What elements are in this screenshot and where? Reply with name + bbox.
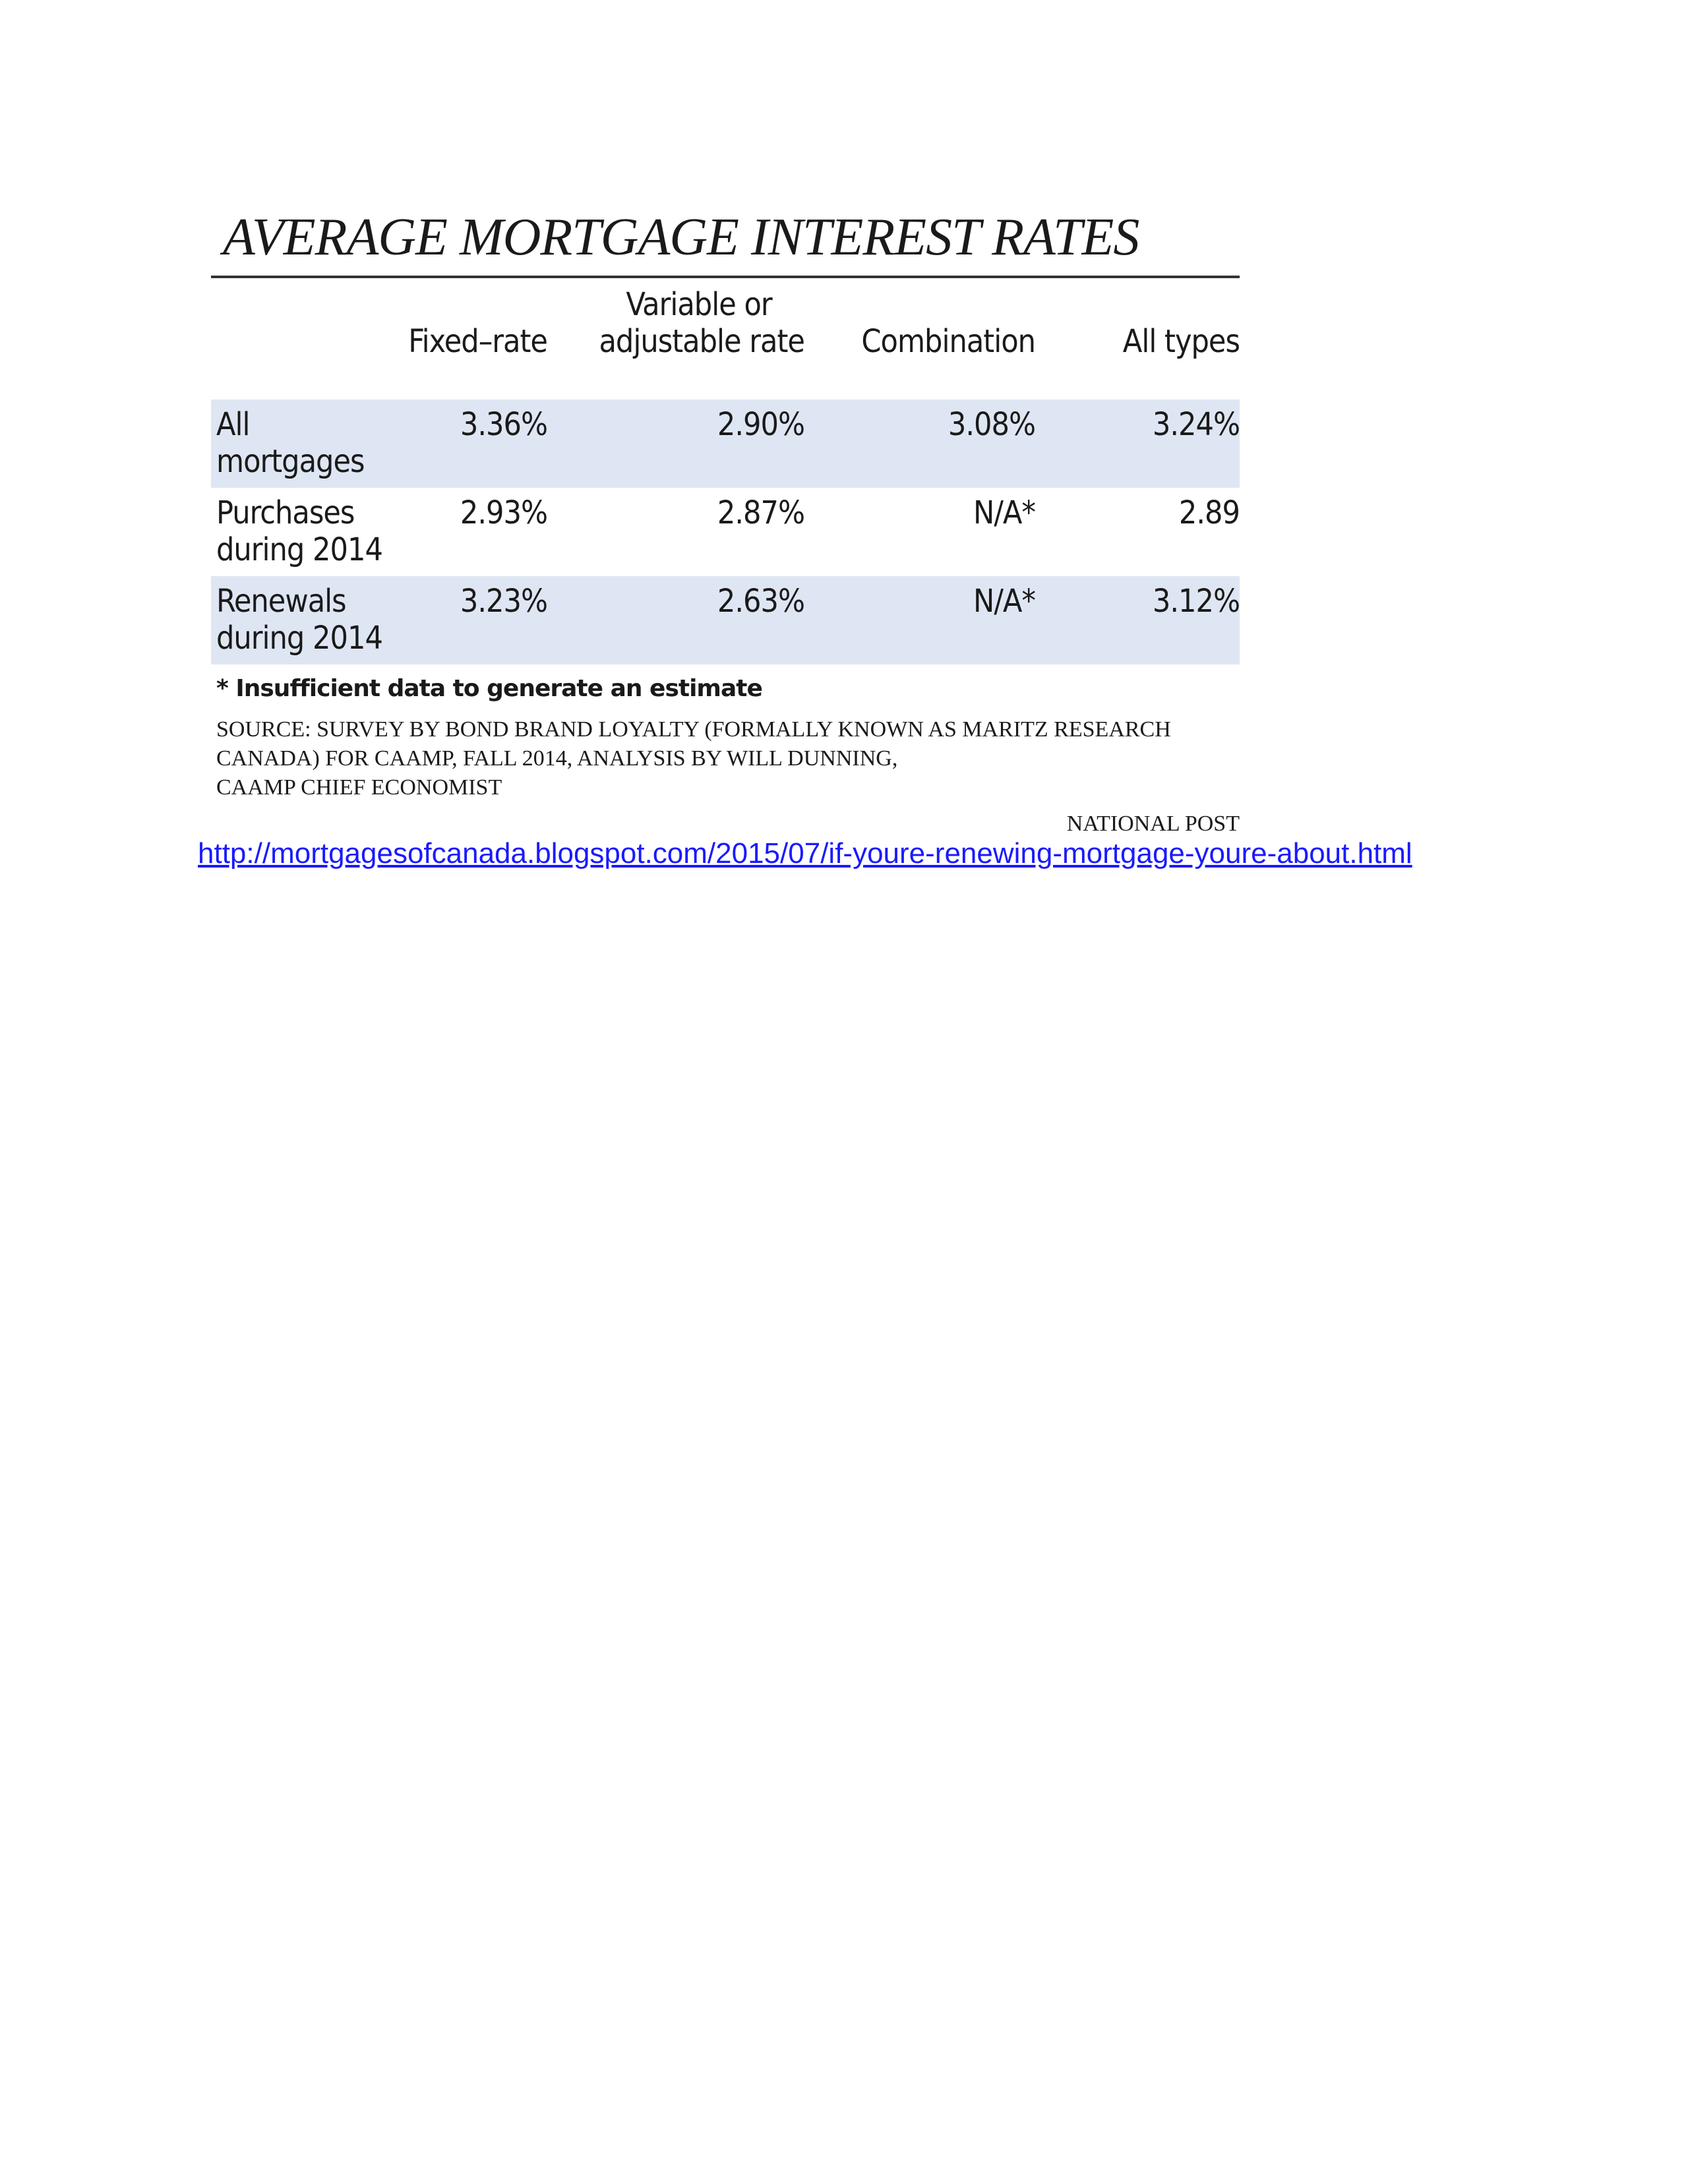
header-all-types: All types — [1122, 323, 1240, 360]
table-footnote: * Insufficient data to generate an estimate — [216, 675, 762, 702]
cell-variable: 2.87% — [717, 494, 804, 531]
publisher-credit: NATIONAL POST — [1066, 812, 1240, 836]
cell-combination: 3.08% — [948, 406, 1035, 443]
row-label — [211, 576, 402, 664]
cell-all-types: 2.89 — [1178, 494, 1240, 531]
header-fixed-rate: Fixed–rate — [408, 323, 547, 360]
rates-graphic — [211, 208, 1240, 837]
row-label-line1: Purchases — [216, 494, 355, 531]
source-link[interactable]: http://mortgagesofcanada.blogspot.com/2015/07/if-youre-renewing-mortgage-youre-about.html — [198, 837, 1412, 870]
cell-all-types: 3.24% — [1152, 406, 1240, 443]
table-row — [211, 399, 1240, 488]
cell-fixed: 3.36% — [460, 406, 547, 443]
row-label-line1: All mortgages — [216, 406, 365, 480]
row-label — [211, 488, 402, 576]
cell-fixed: 3.23% — [460, 583, 547, 620]
cell-combination: N/A* — [973, 494, 1035, 531]
cell-variable: 2.63% — [717, 583, 804, 620]
source-note — [216, 715, 1240, 802]
source-line1: SOURCE: SURVEY BY BOND BRAND LOYALTY (FORMALLY KNOWN AS MARITZ RESEARCH — [216, 717, 1171, 742]
header-variable-line2: adjustable rate — [599, 323, 804, 360]
row-label — [211, 399, 402, 488]
source-line2: CANADA) FOR CAAMP, FALL 2014, ANALYSIS BY WILL DUNNING, — [216, 746, 898, 771]
header-combination: Combination — [861, 323, 1035, 360]
table-row — [211, 576, 1240, 664]
header-variable-line1: Variable or — [626, 286, 772, 323]
cell-fixed: 2.93% — [460, 494, 547, 531]
row-label-line2: during 2014 — [216, 531, 382, 568]
row-label-line2: during 2014 — [216, 620, 382, 657]
row-label-line1: Renewals — [216, 583, 346, 620]
rates-table — [211, 278, 1240, 664]
table-row — [211, 488, 1240, 576]
cell-combination: N/A* — [973, 583, 1035, 620]
header-variable-rate — [547, 278, 804, 399]
graphic-title: AVERAGE MORTGAGE INTEREST RATES — [211, 211, 1240, 278]
cell-all-types: 3.12% — [1152, 583, 1240, 620]
source-line3: CAAMP CHIEF ECONOMIST — [216, 775, 502, 800]
header-empty — [211, 278, 402, 399]
cell-variable: 2.90% — [717, 406, 804, 443]
table-header-row — [211, 278, 1240, 399]
